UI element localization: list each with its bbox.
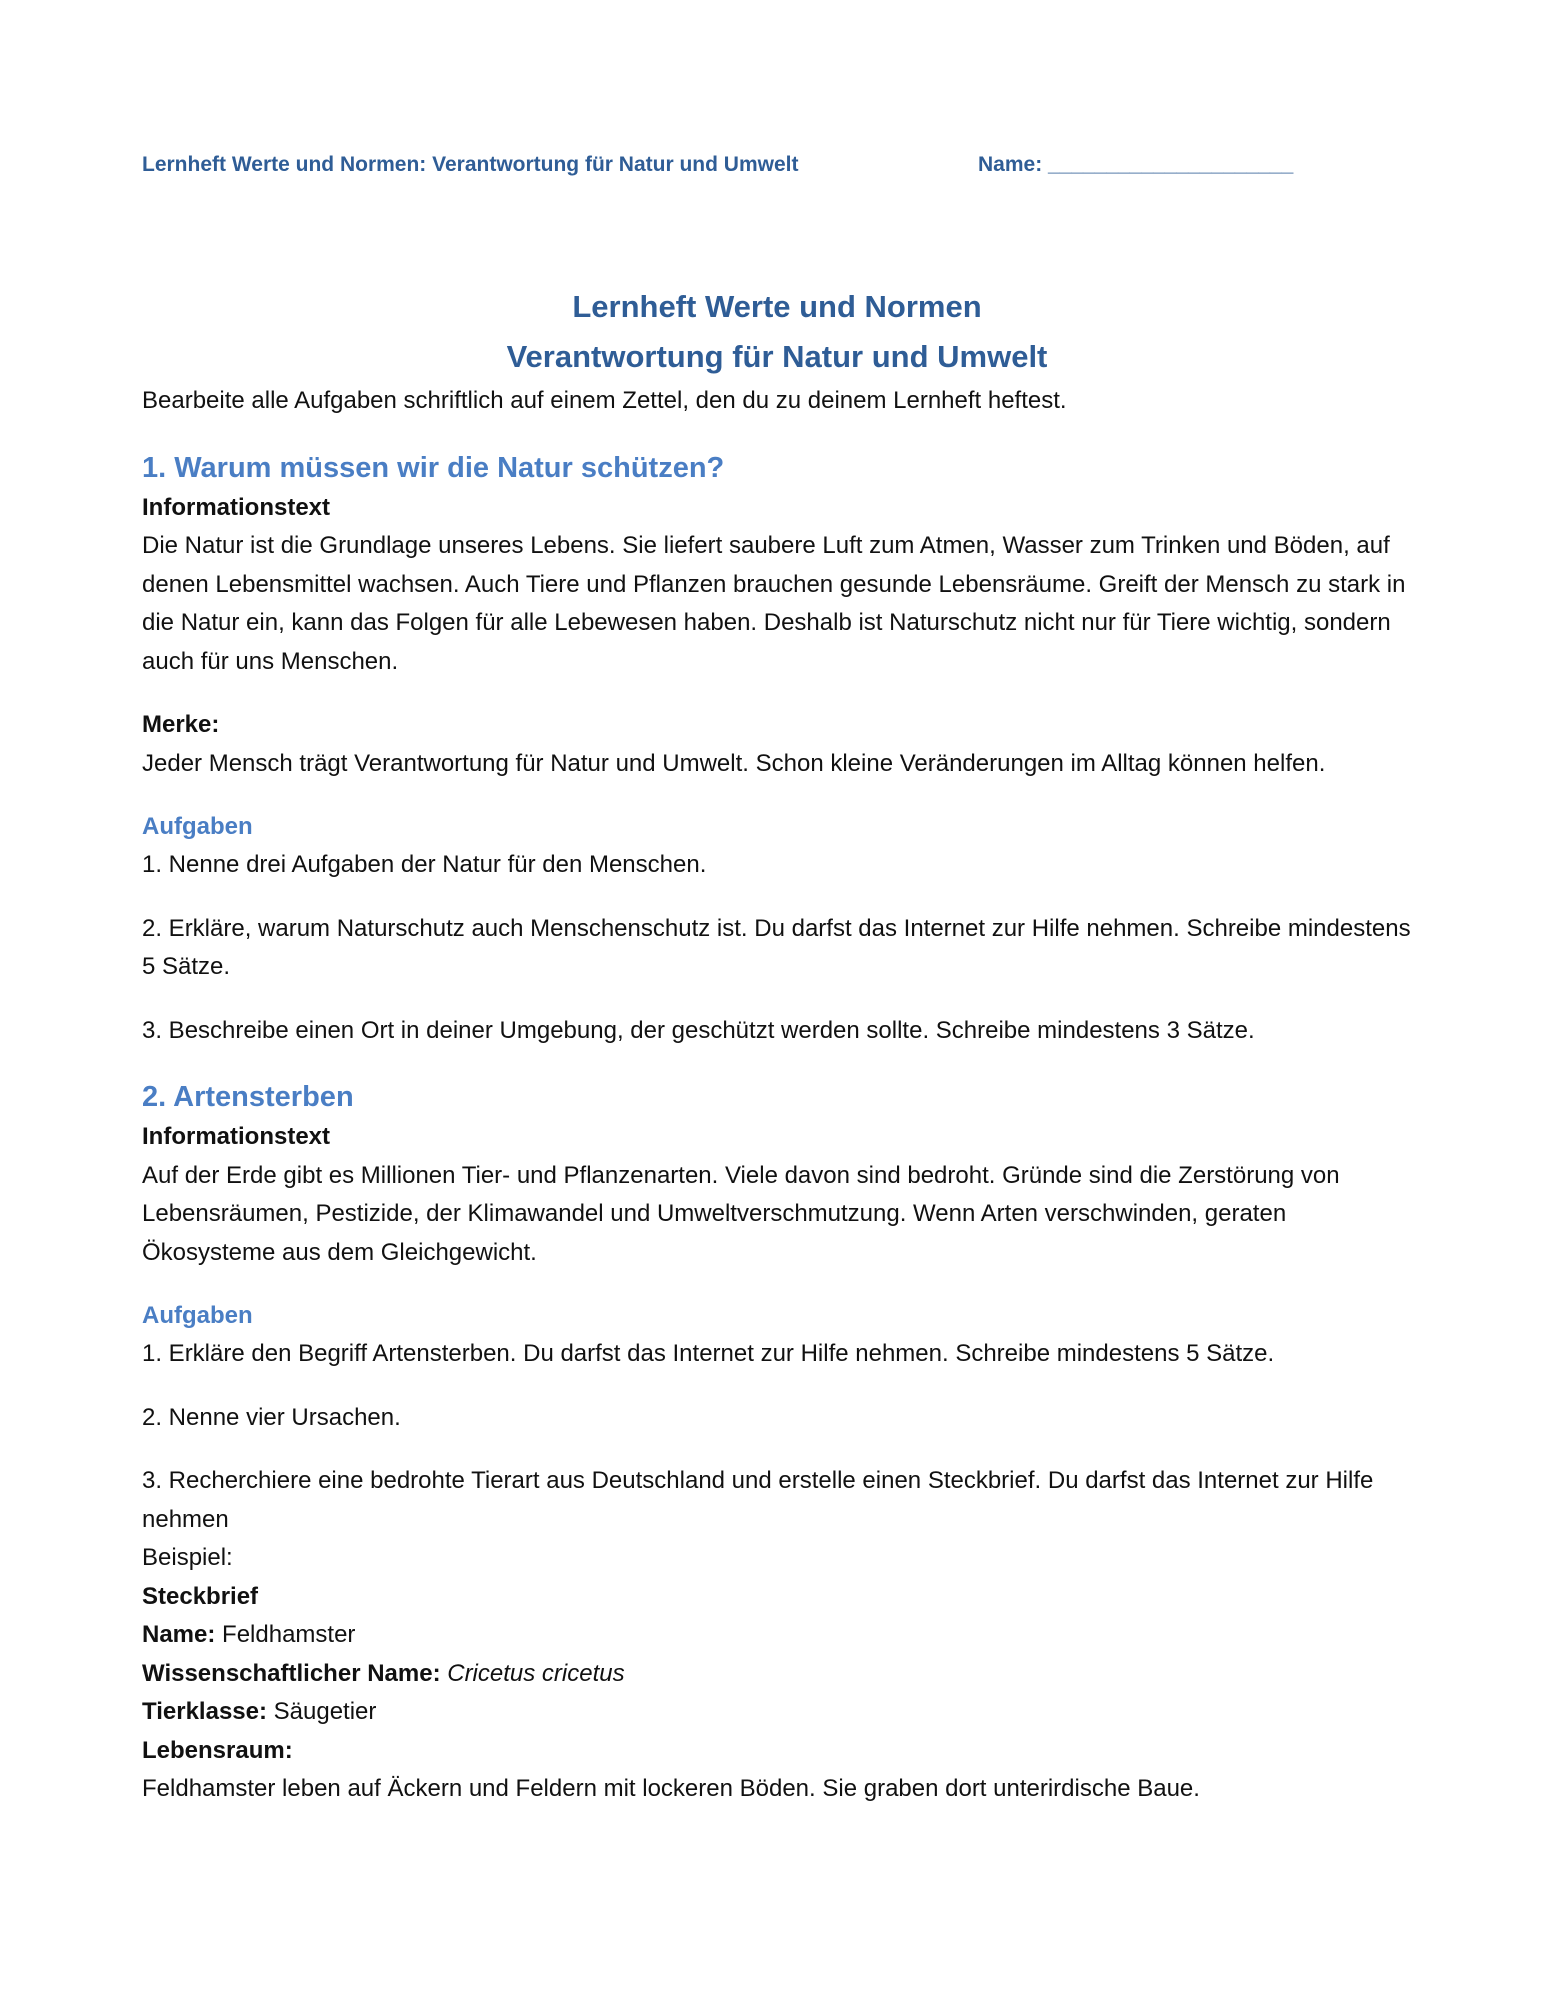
steckbrief-name-value: Feldhamster (215, 1621, 356, 1648)
section-1-info-label: Informationstext (142, 493, 331, 521)
intro-text: Bearbeite alle Aufgaben schriftlich auf einem Zettel, den du zu deinem Lernheft heftest. (142, 387, 1067, 414)
steckbrief-class-label: Tierklasse: (142, 1698, 267, 1725)
document-body (142, 282, 1412, 1809)
merke-label: Merke: (142, 711, 220, 738)
section-2-heading: 2. Artensterben (142, 1081, 354, 1113)
steckbrief-title: Steckbrief (142, 1582, 259, 1610)
section-2-tasks-heading: Aufgaben (142, 1302, 253, 1329)
section-2-task-3: 3. Recherchiere eine bedrohte Tierart aus Deutschland und erstelle einen Steckbrief. Du darfst das Internet zur Hilfe nehmen (142, 1467, 1374, 1533)
steckbrief-sci-value: Cricetus cricetus (447, 1659, 625, 1687)
section-1-task-2: 2. Erkläre, warum Naturschutz auch Menschenschutz ist. Du darfst das Internet zur Hilfe nehmen. Schreibe mindestens 5 Sätze. (142, 914, 1411, 980)
steckbrief-sci-label: Wissenschaftlicher Name: (142, 1659, 441, 1687)
title-line-1: Lernheft Werte und Normen (572, 289, 982, 324)
section-2-task-2: 2. Nenne vier Ursachen. (142, 1403, 401, 1431)
section-1-heading: 1. Warum müssen wir die Natur schützen? (142, 451, 725, 484)
section-1-tasks-heading: Aufgaben (142, 813, 253, 840)
section-2-info-label: Informationstext (142, 1123, 331, 1150)
steckbrief-class-value: Säugetier (266, 1698, 377, 1725)
steckbrief-habitat-text: Feldhamster leben auf Äckern und Feldern mit lockeren Böden. Sie graben dort unterirdische Baue. (142, 1775, 1200, 1802)
document-title (142, 282, 1412, 382)
section-2-info-text: Auf der Erde gibt es Millionen Tier- und Pflanzenarten. Viele davon sind bedroht. Gründe sind die Zerstörung von Lebensräumen, Pestizide, der Klimawandel und Umweltverschmutzung. Wenn Arten verschwinden, geraten Ökosysteme aus dem Gleichgewicht. (142, 1161, 1340, 1266)
steckbrief-habitat-label: Lebensraum: (142, 1736, 293, 1764)
section-2-task-1: 1. Erkläre den Begriff Artensterben. Du darfst das Internet zur Hilfe nehmen. Schreibe mindestens 5 Sätze. (142, 1340, 1275, 1367)
section-1-task-1: 1. Nenne drei Aufgaben der Natur für den Menschen. (142, 851, 707, 878)
example-label: Beispiel: (142, 1544, 233, 1571)
steckbrief-class-row (142, 1693, 1412, 1732)
merke-text: Jeder Mensch trägt Verantwortung für Natur und Umwelt. Schon kleine Veränderungen im Alltag können helfen. (142, 749, 1326, 777)
title-line-2: Verantwortung für Natur und Umwelt (506, 339, 1048, 374)
section-1-task-3: 3. Beschreibe einen Ort in deiner Umgebung, der geschützt werden sollte. Schreibe mindestens 3 Sätze. (142, 1016, 1255, 1044)
steckbrief-name-label: Name: (142, 1621, 216, 1648)
header-name-field: Name: _____________________ (978, 153, 1294, 176)
steckbrief-name-row (142, 1616, 1412, 1655)
header-title: Lernheft Werte und Normen: Verantwortung für Natur und Umwelt (142, 153, 799, 176)
section-1-info-text: Die Natur ist die Grundlage unseres Lebens. Sie liefert saubere Luft zum Atmen, Wasser zum Trinken und Böden, auf denen Lebensmittel wachsen. Auch Tiere und Pflanzen brauchen gesunde Lebensräume. Greift der Mensch zu stark in die Natur ein, kann das Folgen für alle Lebewesen haben. Deshalb ist Naturschutz nicht nur für Tiere wichtig, sondern auch für uns Menschen. (142, 532, 1406, 675)
steckbrief-sci-row (142, 1655, 1412, 1694)
